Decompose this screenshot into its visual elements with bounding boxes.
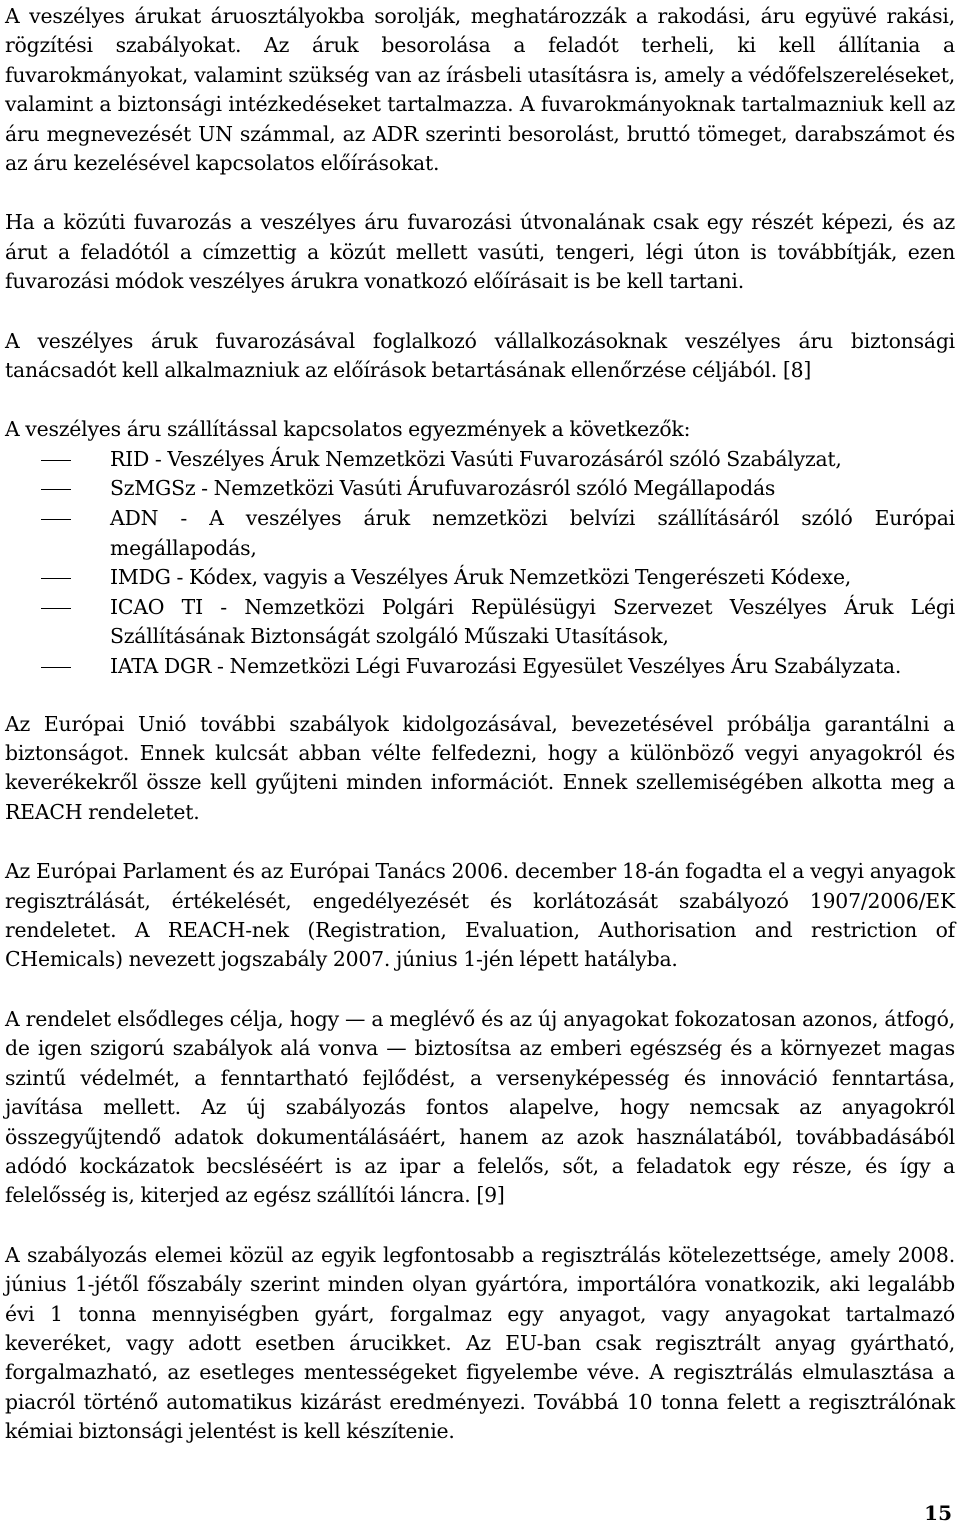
list-item-text: IATA DGR - Nemzetközi Légi Fuvarozási Egyesület Veszélyes Áru Szabályzata. <box>110 654 902 679</box>
document-body <box>5 2 955 1447</box>
list-item-text: ICAO TI - Nemzetközi Polgári Repülésügyi Szervezet Veszélyes Áruk Légi Szállításának Biztonságát szolgáló Műszaki Utasítások, <box>110 594 955 649</box>
list-item-iata-dgr <box>5 652 955 682</box>
agreements-list <box>5 445 955 682</box>
paragraph-multimodal-transport: Ha a közúti fuvarozás a veszélyes áru fuvarozási útvonalának csak egy részét képezi, és az árut a feladótól a címzettig a közút mellett vasúti, tengeri, légi úton is továbbítják, ezen fuvarozási módok veszélyes árukra vonatkozó előírásait is be kell tartani. <box>5 210 955 294</box>
paragraph-dangerous-goods-classification: A veszélyes árukat áruosztályokba sorolják, meghatározzák a rakodási, áru együvé rakási, rögzítési szabályokat. Az áruk besorolása a feladót terheli, ki kell állítania a fuvarokmányokat, valamint szükség van az írásbeli utasításra is, amely a védőfelszereléseket, valamint a biztonsági intézkedéseket tartalmazza. A fuvarokmányoknak tartalmazniuk kell az áru megnevezését UN számmal, az ADR szerinti besorolást, bruttó tömeget, darabszámot és az áru kezelésével kapcsolatos előírásokat. <box>5 4 955 176</box>
paragraph-reach-regulation: Az Európai Parlament és az Európai Tanács 2006. december 18-án fogadta el a vegyi anyagok regisztrálását, értékelését, engedélyezését és korlátozását szabályozó 1907/2006/EK rendeletet. A REACH-nek (Registration, Evaluation, Authorisation and restriction of CHemicals) nevezett jogszabály 2007. június 1-jén lépett hatályba. <box>5 859 955 972</box>
list-item-rid <box>5 445 955 475</box>
list-item-szmgsz <box>5 474 955 504</box>
paragraph-registration-obligation: A szabályozás elemei közül az egyik legfontosabb a regisztrálás kötelezettsége, amely 2008. június 1-jétől főszabály szerint minden olyan gyártóra, importálóra vonatkozik, aki legalább évi 1 tonna mennyiségben gyárt, forgalmaz egy anyagot, vagy anyagokat tartalmazó keveréket, vagy adott esetben árucikket. Az EU-ban csak regisztrált anyag gyártható, forgalmazható, az esetleges mentességeket figyelembe véve. A regisztrálás elmulasztása a piacról történő automatikus kizárást eredményezi. Továbbá 10 tonna felett a regisztrálónak kémiai biztonsági jelentést is kell készítenie. <box>5 1242 955 1444</box>
paragraph-agreements-intro: A veszélyes áru szállítással kapcsolatos egyezmények a következők: <box>5 417 691 442</box>
page-number: 15 <box>924 1501 952 1525</box>
list-item-icao-ti <box>5 593 955 652</box>
dash-bullet-icon <box>41 667 71 668</box>
list-item-imdg <box>5 563 955 593</box>
dash-bullet-icon <box>41 608 71 609</box>
paragraph-eu-reach-intro: Az Európai Unió további szabályok kidolgozásával, bevezetésével próbálja garantálni a biztonságot. Ennek kulcsát abban vélte felfedezni, hogy a különböző vegyi anyagokról és keverékekről össze kell gyűjteni minden információt. Ennek szellemiségében alkotta meg a REACH rendeletet. <box>5 711 955 824</box>
list-item-adn <box>5 504 955 563</box>
list-item-text: IMDG - Kódex, vagyis a Veszélyes Áruk Nemzetközi Tengerészeti Kódexe, <box>110 565 852 590</box>
list-item-text: SzMGSz - Nemzetközi Vasúti Árufuvarozásról szóló Megállapodás <box>110 476 776 501</box>
list-item-text: ADN - A veszélyes áruk nemzetközi belvízi szállításáról szóló Európai megállapodás, <box>110 506 955 560</box>
dash-bullet-icon <box>41 519 71 520</box>
dash-bullet-icon <box>41 460 71 461</box>
dash-bullet-icon <box>41 489 71 490</box>
paragraph-safety-adviser: A veszélyes áruk fuvarozásával foglalkozó vállalkozásoknak veszélyes áru biztonsági tanácsadót kell alkalmazniuk az előírások betartásának ellenőrzése céljából. [8] <box>5 328 955 383</box>
list-item-text: RID - Veszélyes Áruk Nemzetközi Vasúti Fuvarozásáról szóló Szabályzat, <box>110 446 842 471</box>
paragraph-reach-goals: A rendelet elsődleges célja, hogy — a meglévő és az új anyagokat fokozatosan azonos, átfogó, de igen szigorú szabályok alá vonva — biztosítsa az emberi egészség és a környezet magas szintű védelmét, a fenntartható fejlődést, a versenyképesség és innováció fenntartása, javítása mellett. Az új szabályozás fontos alapelve, hogy nemcsak az anyagokról összegyűjtendő adatok dokumentálásáért, hanem az azok használatából, továbbadásából adódó kockázatok becsléséért is az ipar a felelős, sőt, a feladatok egy része, és így a felelősség is, kiterjed az egész szállítói láncra. [9] <box>5 1006 955 1208</box>
dash-bullet-icon <box>41 578 71 579</box>
